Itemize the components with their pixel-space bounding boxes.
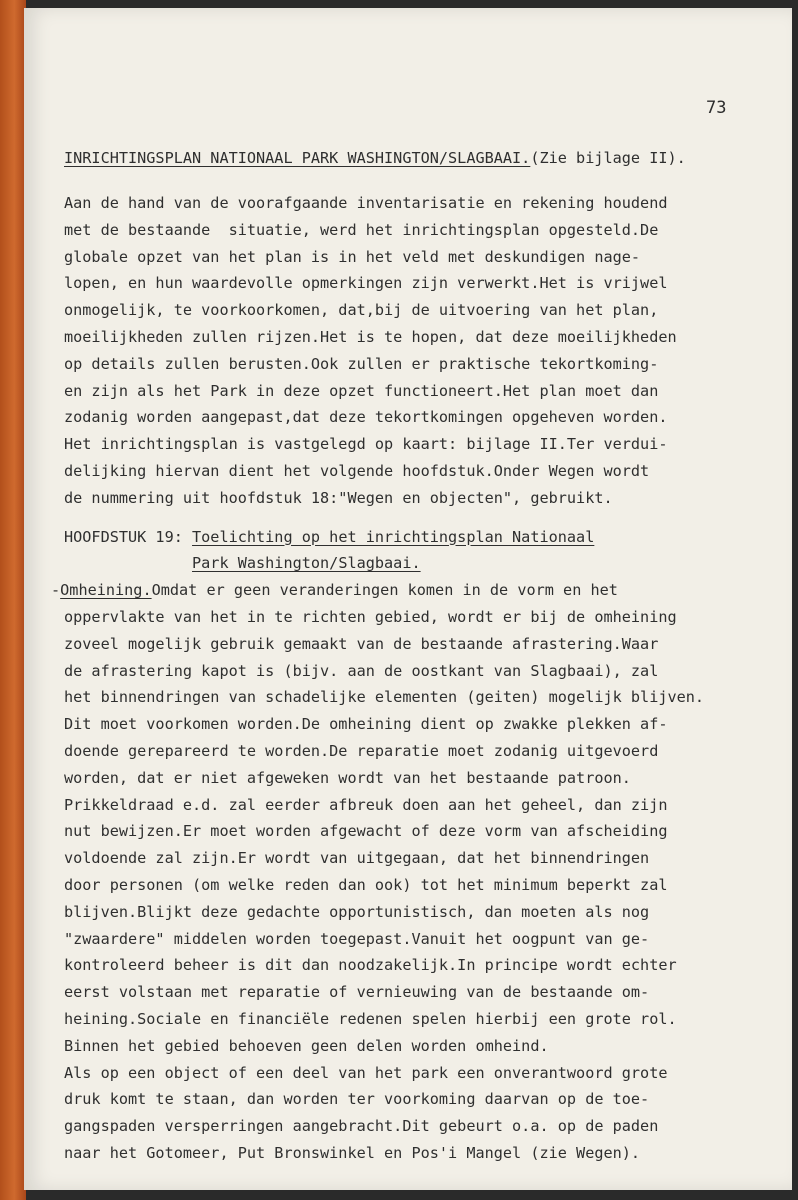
document-body: [51, 144, 784, 1167]
intro-line: met de bestaande situatie, werd het inrichtingsplan opgesteld.De: [64, 220, 659, 239]
section-line: worden, dat er niet afgeweken wordt van het bestaande patroon.: [64, 768, 631, 787]
intro-line: delijking hiervan dient het volgende hoofdstuk.Onder Wegen wordt: [64, 461, 650, 480]
chapter-label: HOOFDSTUK 19:: [64, 527, 193, 546]
intro-line: onmogelijk, te voorkoorkomen, dat,bij de uitvoering van het plan,: [64, 301, 659, 320]
section-term: Omheining.: [60, 581, 152, 600]
section-line: Als op een object of een deel van het park een onverantwoord grote: [64, 1063, 668, 1082]
intro-paragraph: [64, 190, 784, 512]
intro-line: globale opzet van het plan is in het veld met deskundigen nage-: [64, 247, 641, 266]
intro-line: en zijn als het Park in deze opzet functioneert.Het plan moet dan: [64, 381, 659, 400]
intro-line: zodanig worden aangepast,dat deze tekortkomingen opgeheven worden.: [64, 408, 668, 427]
chapter-heading-line-1: [64, 524, 784, 551]
section-line: doende gerepareerd te worden.De reparatie moet zodanig uitgevoerd: [64, 741, 659, 760]
intro-line: op details zullen berusten.Ook zullen er praktische tekortkoming-: [64, 354, 659, 373]
page-number: 73: [706, 98, 727, 118]
section-line: blijven.Blijkt deze gedachte opportunistisch, dan moeten als nog: [64, 902, 650, 921]
section-line: Prikkeldraad e.d. zal eerder afbreuk doen aan het geheel, dan zijn: [64, 795, 668, 814]
section-line: het binnendringen van schadelijke elementen (geiten) mogelijk blijven.: [64, 688, 705, 707]
section-line: kontroleerd beheer is dit dan noodzakelijk.In principe wordt echter: [64, 956, 677, 975]
section-omheining: [51, 577, 784, 1167]
section-line: de afrastering kapot is (bijv. aan de oostkant van Slagbaai), zal: [64, 661, 659, 680]
intro-line: lopen, en hun waardevolle opmerkingen zijn verwerkt.Het is vrijwel: [64, 274, 668, 293]
section-line: Dit moet voorkomen worden.De omheining dient op zwakke plekken af-: [64, 715, 668, 734]
section-line: oppervlakte van het in te richten gebied, wordt er bij de omheining: [64, 607, 677, 626]
section-line: druk komt te staan, dan worden ter voorkoming daarvan op de toe-: [64, 1090, 650, 1109]
section-line: eerst volstaan met reparatie of vernieuwing van de bestaande om-: [64, 983, 650, 1002]
section-line: "zwaardere" middelen worden toegepast.Vanuit het oogpunt van ge-: [64, 929, 650, 948]
page-title: [64, 144, 784, 172]
section-line: voldoende zal zijn.Er wordt van uitgegaan, dat het binnendringen: [64, 849, 650, 868]
intro-line: de nummering uit hoofdstuk 18:"Wegen en objecten", gebruikt.: [64, 488, 613, 507]
title-heading: INRICHTINGSPLAN NATIONAAL PARK WASHINGTON/SLAGBAAI.: [64, 149, 531, 167]
section-line: heining.Sociale en financiële redenen spelen hierbij een grote rol.: [64, 1009, 677, 1028]
section-first-line-rest: Omdat er geen veranderingen komen in de vorm en het: [151, 581, 618, 600]
section-line: Binnen het gebied behoeven geen delen worden omheind.: [64, 1036, 549, 1055]
section-line: nut bewijzen.Er moet worden afgewacht of deze vorm van afscheiding: [64, 822, 668, 841]
intro-line: moeilijkheden zullen rijzen.Het is te hopen, dat deze moeilijkheden: [64, 327, 677, 346]
section-line: door personen (om welke reden dan ook) tot het minimum beperkt zal: [64, 875, 668, 894]
document-page: [24, 8, 792, 1190]
section-line: gangspaden versperringen aangebracht.Dit gebeurt o.a. op de paden: [64, 1117, 659, 1136]
chapter-heading: [64, 524, 784, 578]
section-line: zoveel mogelijk gebruik gemaakt van de bestaande afrastering.Waar: [64, 634, 659, 653]
section-first-line: [51, 577, 784, 604]
intro-line: Het inrichtingsplan is vastgelegd op kaart: bijlage II.Ter verdui-: [64, 435, 668, 454]
chapter-title-1: Toelichting op het inrichtingsplan Nationaal: [192, 527, 595, 546]
chapter-heading-line-2: [64, 550, 784, 577]
chapter-title-2: Park Washington/Slagbaai.: [192, 554, 421, 573]
title-note: (Zie bijlage II).: [530, 149, 686, 167]
bullet: -: [51, 581, 61, 600]
section-line: naar het Gotomeer, Put Bronswinkel en Pos'i Mangel (zie Wegen).: [64, 1143, 641, 1162]
book-binding: [0, 0, 26, 1200]
intro-line: Aan de hand van de voorafgaande inventarisatie en rekening houdend: [64, 194, 668, 212]
